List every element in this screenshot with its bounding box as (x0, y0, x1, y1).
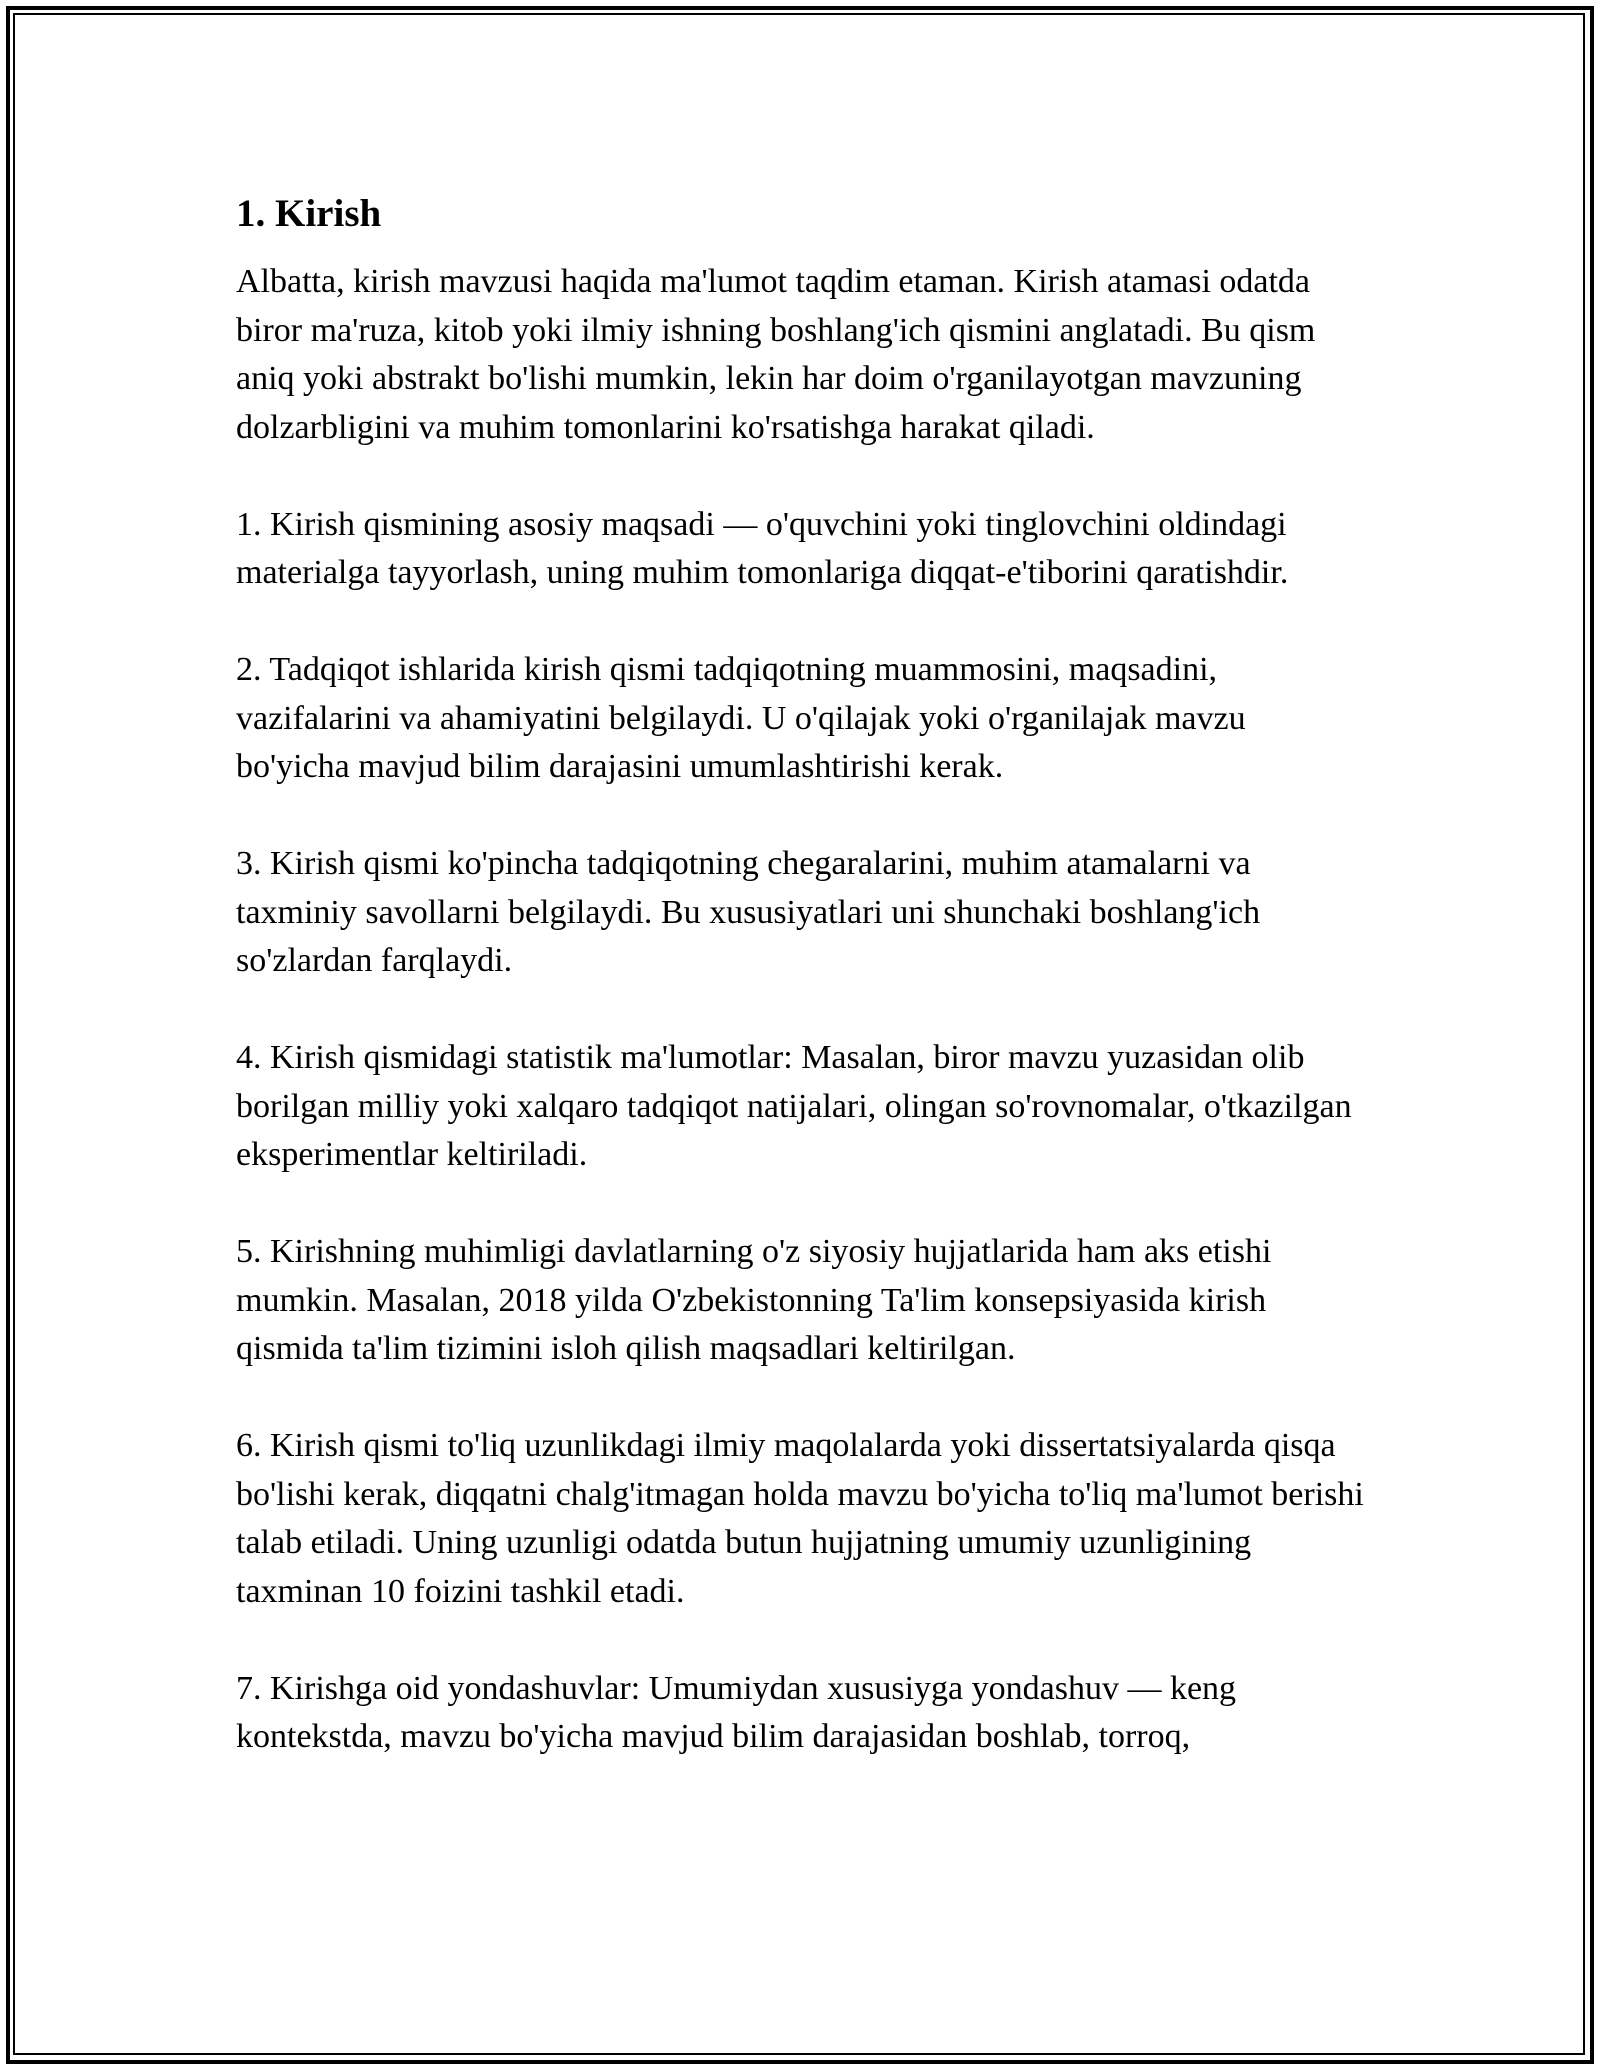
list-item-5: 5. Kirishning muhimligi davlatlarning o'z siyosiy hujjatlarida ham aks etishi mumkin. Masalan, 2018 yilda O'zbekistonning Ta'lim konsepsiyasida kirish qismida ta'lim tizimini isloh qilish maqsadlari keltirilgan. (236, 1233, 1272, 1367)
list-item-7: 7. Kirishga oid yondashuvlar: Umumiydan xususiyga yondashuv — keng kontekstda, mavzu bo'yicha mavjud bilim darajasidan boshlab, torroq, (236, 1669, 1237, 1755)
document-body (236, 188, 1366, 1762)
list-item-4: 4. Kirish qismidagi statistik ma'lumotlar: Masalan, biror mavzu yuzasidan olib borilgan milliy yoki xalqaro tadqiqot natijalari, olingan so'rovnomalar, o'tkazilgan eksperimentlar keltiriladi. (236, 1039, 1352, 1173)
section-heading: 1. Kirish (236, 192, 382, 235)
list-item-2: 2. Tadqiqot ishlarida kirish qismi tadqiqotning muammosini, maqsadini, vazifalarini va ahamiyatini belgilaydi. U o'qilajak yoki o'rganilajak mavzu bo'yicha mavjud bilim darajasini umumlashtirishi kerak. (236, 651, 1246, 785)
list-item-1: 1. Kirish qismining asosiy maqsadi — o'quvchini yoki tinglovchini oldindagi materialga tayyorlash, uning muhim tomonlariga diqqat-e'tiborini qaratishdir. (236, 505, 1289, 591)
intro-paragraph: Albatta, kirish mavzusi haqida ma'lumot taqdim etaman. Kirish atamasi odatda biror ma'ruza, kitob yoki ilmiy ishning boshlang'ich qismini anglatadi. Bu qism aniq yoki abstrakt bo'lishi mumkin, lekin har doim o'rganilayotgan mavzuning dolzarbligini va muhim tomonlarini ko'rsatishga harakat qiladi. (236, 263, 1316, 446)
list-item-3: 3. Kirish qismi ko'pincha tadqiqotning chegaralarini, muhim atamalarni va taxminiy savollarni belgilaydi. Bu xususiyatlari uni shunchaki boshlang'ich so'zlardan farqlaydi. (236, 845, 1261, 979)
list-item-6: 6. Kirish qismi to'liq uzunlikdagi ilmiy maqolalarda yoki dissertatsiyalarda qisqa bo'lishi kerak, diqqatni chalg'itmagan holda mavzu bo'yicha to'liq ma'lumot berishi talab etiladi. Uning uzunligi odatda butun hujjatning umumiy uzunligining taxminan 10 foizini tashkil etadi. (236, 1427, 1364, 1610)
